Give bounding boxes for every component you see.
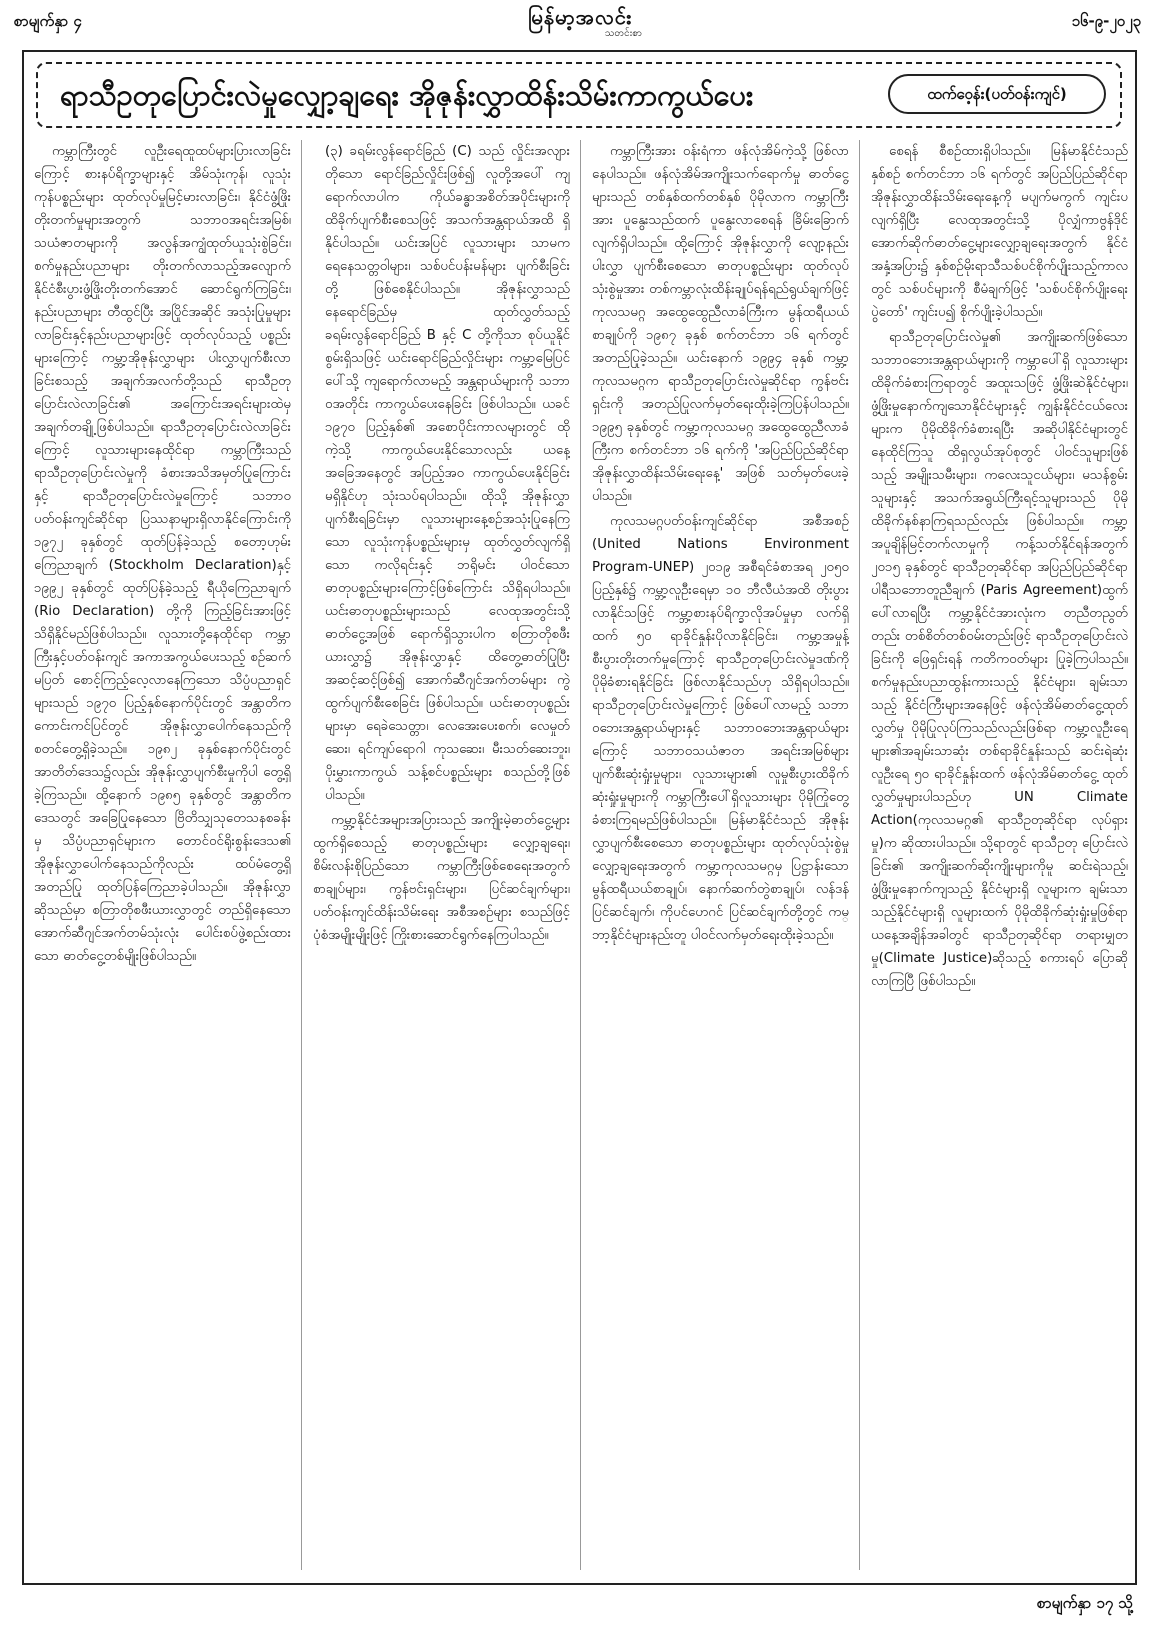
masthead-logo (500, 4, 660, 42)
page-header (0, 0, 1157, 44)
paragraph: ကမ္ဘာကြီးတွင် လူဦးရေထူထပ်များပြားလာခြင်းကြောင့် စားနပ်ရိက္ခာများနှင့် အိမ်သုံးကုန်၊ လူသုံးကုန်ပစ္စည်းများ ထုတ်လုပ်မှုမြင့်မားလာခြင်း၊ နိုင်ငံဖွံ့ဖြိုးတိုးတက်မှုများအတွက် သဘာဝအရင်းအမြစ်၊ သယံဇာတများကို အလွန်အကျွံထုတ်ယူသုံးစွဲခြင်း၊ စက်မှုနည်းပညာများ တိုးတက်လာသည့်အလျောက် နိုင်ငံစီးပွားဖွံ့ဖြိုးတိုးတက်အောင် ဆောင်ရွက်ကြခြင်း၊ နည်းပညာများ တီထွင်ပြီး အပြိုင်အဆိုင် အသုံးပြုမှုများလာခြင်းနှင့်နည်းပညာများဖြင့် ထုတ်လုပ်သည့် ပစ္စည်းများကြောင့် ကမ္ဘာ့အိုဇုန်းလွှာများ ပါးလွှာပျက်စီးလာခြင်းစသည့် အချက်အလက်တို့သည် ရာသီဥတု ပြောင်းလဲလာခြင်း၏ အကြောင်းအရင်းများထဲမှ အချက်တချို့ဖြစ်ပါသည်။ ရာသီဥတုပြောင်းလဲလာခြင်းကြောင့် လူသားများနေထိုင်ရာ ကမ္ဘာကြီးသည် ရာသီဥတုပြောင်းလဲမှုကို ခံစားအသိအမှတ်ပြုကြောင်းနှင့် ရာသီဥတုပြောင်းလဲမှုကြောင့် သဘာဝပတ်ဝန်းကျင်ဆိုင်ရာ ပြဿနာများရှိလာနိုင်ကြောင်းကို ၁၉၇၂ ခုနှစ်တွင် ထုတ်ပြန်ခဲ့သည့် စတော့ဟုမ်းကြေညာချက် (Stockholm Declaration)နှင့် ၁၉၉၂ ခုနှစ်တွင် ထုတ်ပြန်ခဲ့သည့် ရီယိုကြေညာချက် (Rio Declaration) တို့ကို ကြည့်ခြင်းအားဖြင့် သိရှိနိုင်မည်ဖြစ်ပါသည်။ လူသားတို့နေထိုင်ရာ ကမ္ဘာကြီးနှင့်ပတ်ဝန်းကျင် အကာအကွယ်ပေးသည့် စဉ်ဆက်မပြတ် စောင့်ကြည့်လေ့လာနေကြသော သိပ္ပံပညာရှင်များသည် ၁၉၇၀ ပြည့်နှစ်နောက်ပိုင်းတွင် အန္တာတိက ကောင်းကင်ပြင်တွင် အိုဇုန်းလွှာပေါက်နေသည်ကို စတင်တွေ့ရှိခဲ့သည်။ ၁၉၈၂ ခုနှစ်နောက်ပိုင်းတွင် အာတိတ်ဒေသ၌လည်း အိုဇုန်းလွှာပျက်စီးမှုကိုပါ တွေ့ရှိခဲ့ကြသည်။ ထို့နောက် ၁၉၈၅ ခုနှစ်တွင် အန္တာတိကဒေသတွင် အခြေပြုနေသော ဗြိတိသျှသုတေသနစခန်းမှ သိပ္ပံပညာရှင်များက တောင်ဝင်ရိုးစွန်းဒေသ၏ အိုဇုန်းလွှာပေါက်နေသည်ကိုလည်း ထပ်မံတွေ့ရှိ အတည်ပြု ထုတ်ပြန်ကြေညာခဲ့ပါသည်။ အိုဇုန်းလွှာဆိုသည်မှာ စတြာတိုစဖီးယားလွှာတွင် တည်ရှိနေသော အောက်ဆီဂျင်အက်တမ်သုံးလုံး ပေါင်းစပ်ဖွဲ့စည်းထားသော ဓာတ်ငွေ့တစ်မျိုးဖြစ်ပါသည်။ (34, 144, 291, 964)
author-tag: ထက်ဝေ့န်း(ပတ်ဝန်းကျင်) (888, 74, 1106, 114)
paragraph: ကမ္ဘာကြီးအား ဝန်းရံကာ ဖန်လုံအိမ်ကဲ့သို့ ဖြစ်လာနေပါသည်။ ဖန်လုံအိမ်အကျိုးသက်ရောက်မှု ဓာတ်ငွေ့များသည် တစ်နှစ်ထက်တစ်နှစ် ပိုမိုလာက ကမ္ဘာကြီးအား ပူနွေးသည်ထက် ပူနွေးလာစေရန် ခြိမ်းခြောက်လျက်ရှိပါသည်။ ထို့ကြောင့် အိုဇုန်းလွှာကို လျော့နည်းပါးလွှာ ပျက်စီးစေသော ဓာတုပစ္စည်းများ ထုတ်လုပ်သုံးစွဲမှုအား တစ်ကမ္ဘာလုံးထိန်းချုပ်ရန်ရည်ရွယ်ချက်ဖြင့် ကုလသမဂ္ဂ အထွေထွေညီလာခံကြီးက မွန်ထရီယယ်စာချုပ်ကို ၁၉၈၇ ခုနှစ် စက်တင်ဘာ ၁၆ ရက်တွင် အတည်ပြုခဲ့သည်။ ယင်းနောက် ၁၉၉၄ ခုနှစ် ကမ္ဘာ့ကုလသမဂ္ဂက ရာသီဥတုပြောင်းလဲမှုဆိုင်ရာ ကွန်ဗင်းရှင်းကို အတည်ပြုလက်မှတ်ရေးထိုးခဲ့ကြပြန်ပါသည်။ ၁၉၉၅ ခုနှစ်တွင် ကမ္ဘာ့ကုလသမဂ္ဂ အထွေထွေညီလာခံကြီးက စက်တင်ဘာ ၁၆ ရက်ကို 'အပြည်ပြည်ဆိုင်ရာ အိုဇုန်းလွှာထိန်းသိမ်းရေးနေ့' အဖြစ် သတ်မှတ်ပေးခဲ့ပါသည်။ (592, 144, 849, 504)
continued-note: စာမျက်နှာ ၁၇ သို့ (1037, 1594, 1133, 1612)
article-headline: ရာသီဥတုပြောင်းလဲမှုလျှော့ချရေး အိုဇုန်းလွှာထိန်းသိမ်းကာကွယ်ပေး (60, 78, 754, 112)
paragraph: ရာသီဥတုပြောင်းလဲမှု၏ အကျိုးဆက်ဖြစ်သော သဘာဝဘေးအန္တရာယ်များကို ကမ္ဘာပေါ်ရှိ လူသားများ ထိခိုက်ခံစားကြရာတွင် အထူးသဖြင့် ဖွံ့ဖြိုးဆဲနိုင်ငံများ၊ ဖွံ့ဖြိုးမှုနောက်ကျသောနိုင်ငံများနှင့် ကျွန်းနိုင်ငံငယ်လေးများက ပိုမိုထိခိုက်ခံစားရပြီး အဆိုပါနိုင်ငံများတွင် နေထိုင်ကြသူ ထိရှလွယ်အုပ်စုတွင် ပါဝင်သူများဖြစ်သည့် အမျိုးသမီးများ၊ ကလေးသူငယ်များ၊ မသန်စွမ်းသူများနှင့် အသက်အရွယ်ကြီးရင့်သူများသည် ပိုမိုထိခိုက်နစ်နာကြရသည်လည်း ဖြစ်ပါသည်။ ကမ္ဘာ့အပူချိန်မြင့်တက်လာမှုကို ကန့်သတ်နိုင်ရန်အတွက် ၂၀၁၅ ခုနှစ်တွင် ရာသီဥတုဆိုင်ရာ အပြည်ပြည်ဆိုင်ရာ ပါရီသဘောတူညီချက် (Paris Agreement)ထွက်ပေါ်လာရပြီး ကမ္ဘာ့နိုင်ငံအားလုံးက တညီတညွတ်တည်း တစ်စိတ်တစ်ဝမ်းတည်းဖြင့် ရာသီဥတုပြောင်းလဲခြင်းကို ဖြေရှင်းရန် ကတိကဝတ်များ ပြုခဲ့ကြပါသည်။ စက်မှုနည်းပညာထွန်းကားသည့် နိုင်ငံများ၊ ချမ်းသာသည့် နိုင်ငံကြီးများအနေဖြင့် ဖန်လုံအိမ်ဓာတ်ငွေ့ထုတ်လွှတ်မှု ပိုမိုပြုလုပ်ကြသည်လည်းဖြစ်ရာ ကမ္ဘာ့လူဦးရေများ၏အချမ်းသာဆုံး တစ်ရာခိုင်နှုန်းသည် ဆင်းရဲဆုံးလူဦးရေ ၅၀ ရာခိုင်နှုန်းထက် ဖန်လုံအိမ်ဓာတ်ငွေ့ ထုတ်လွှတ်မှုများပါသည်ဟု UN Climate Action(ကုလသမဂ္ဂ၏ ရာသီဥတုဆိုင်ရာ လုပ်ရှားမှု)က ဆိုထားပါသည်။ သို့ရာတွင် ရာသီဥတု ပြောင်းလဲခြင်း၏ အကျိုးဆက်ဆိုးကျိုးများကိုမူ ဆင်းရဲသည့်၊ ဖွံ့ဖြိုးမှုနောက်ကျသည့် နိုင်ငံများရှိ လူများက ချမ်းသာသည့်နိုင်ငံများရှိ လူများထက် ပိုမိုထိခိုက်ဆုံးရှုံးမှုဖြစ်ရာ ယနေ့အချိန်အခါတွင် ရာသီဥတုဆိုင်ရာ တရားမျှတမှု(Climate Justice)ဆိုသည့် စကားရပ် ပြောဆိုလာကြပြီ ဖြစ်ပါသည်။ (871, 330, 1128, 989)
column-4 (871, 140, 1128, 1580)
paragraph: ကုလသမဂ္ဂပတ်ဝန်းကျင်ဆိုင်ရာ အစီအစဉ် (United Nations Environment Program-UNEP) ၂၀၁၉ အစီရင်ခံစာအရ ၂၀၅၀ ပြည့်နှစ်၌ ကမ္ဘာ့လူဦးရေမှာ ၁၀ ဘီလီယံအထိ တိုးပွားလာနိုင်သဖြင့် ကမ္ဘာ့စားနပ်ရိက္ခာလိုအပ်မှုမှာ လက်ရှိထက် ၅၀ ရာခိုင်နှုန်းပိုလာနိုင်ခြင်း၊ ကမ္ဘာ့အမှုန့်စီးပွားတိုးတက်မှုကြောင့် ရာသီဥတုပြောင်းလဲမှုဒဏ်ကို ပိုမိုခံစားရနိုင်ခြင်း ဖြစ်လာနိုင်သည်ဟု သိရှိရပါသည်။ ရာသီဥတုပြောင်းလဲမှုကြောင့် ဖြစ်ပေါ်လာမည့် သဘာဝဘေးအန္တရာယ်များနှင့် သဘာဝဘေးအန္တရာယ်များကြောင့် သဘာဝသယံဇာတ အရင်းအမြစ်များ ပျက်စီးဆုံးရှုံးမှုများ၊ လူသားများ၏ လူမှုစီးပွားထိခိုက်ဆုံးရှုံးမှုများကို ကမ္ဘာကြီးပေါ်ရှိလူသားများ ပိုမိုကြုံတွေ့ ခံစားကြရမည်ဖြစ်ပါသည်။ မြန်မာနိုင်ငံသည် အိုဇုန်းလွှာပျက်စီးစေသော ဓာတုပစ္စည်းများ ထုတ်လုပ်သုံးစွဲမှု လျှော့ချရေးအတွက် ကမ္ဘာ့ကုလသမဂ္ဂမှ ပြဋ္ဌာန်းသော မွန်ထရီယယ်စာချုပ်၊ နောက်ဆက်တွဲစာချုပ်၊ လန်ဒန်ပြင်ဆင်ချက်၊ ကိုပင်ဟေဂင် ပြင်ဆင်ချက်တို့တွင် ကမ္ဘာ့နိုင်ငံများနည်းတူ ပါဝင်လက်မှတ်ရေးထိုးခဲ့သည်။ (592, 514, 849, 943)
column-3 (592, 140, 849, 1580)
column-2 (313, 140, 570, 1580)
masthead-name: မြန်မာ့အလင်း (527, 5, 633, 29)
paragraph: ကမ္ဘာ့နိုင်ငံအများအပြားသည် အကျိုးမဲ့ဓာတ်ငွေ့များ ထွက်ရှိစေသည့် ဓာတုပစ္စည်းများ လျှော့ချရေး၊ စိမ်းလန်းစိုပြည်သော ကမ္ဘာကြီးဖြစ်စေရေးအတွက် စာချုပ်များ၊ ကွန်ဗင်းရှင်းများ၊ ပြင်ဆင်ချက်များ၊ ပတ်ဝန်းကျင်ထိန်းသိမ်းရေး အစီအစဉ်များ စသည်ဖြင့် ပုံစံအမျိုးမျိုးဖြင့် ကြိုးစားဆောင်ရွက်နေကြပါသည်။ (313, 813, 570, 943)
issue-date: ၁၆-၉-၂၀၂၃ (1071, 12, 1141, 30)
paragraph: (၃) ခရမ်းလွန်ရောင်ခြည် (C) သည် လှိုင်းအလျားတိုသော ရောင်ခြည်လှိုင်းဖြစ်၍ လူတို့အပေါ် ကျရောက်လာပါက ကိုယ်ခန္ဓာအစိတ်အပိုင်းများကို ထိခိုက်ပျက်စီးစေသဖြင့် အသက်အန္တရာယ်အထိ ရှိနိုင်ပါသည်။ ယင်းအပြင် လူသားများ သာမက ရေနေသတ္တဝါများ၊ သစ်ပင်ပန်းမန်များ ပျက်စီးခြင်းတို့ ဖြစ်စေနိုင်ပါသည်။ အိုဇုန်းလွှာသည် နေရောင်ခြည်မှ ထုတ်လွှတ်သည့် ခရမ်းလွန်ရောင်ခြည် B နှင့် C တို့ကိုသာ စုပ်ယူနိုင်စွမ်းရှိသဖြင့် ယင်းရောင်ခြည်လှိုင်းများ ကမ္ဘာ့မြေပြင်ပေါ်သို့ ကျရောက်လာမည့် အန္တရာယ်များကို သဘာဝအတိုင်း ကာကွယ်ပေးနေခြင်း ဖြစ်ပါသည်။ ယခင် ၁၉၇၀ ပြည့်နှစ်၏ အစောပိုင်းကာလများတွင် ထိုကဲ့သို့ ကာကွယ်ပေးနိုင်သောလည်း ယနေ့အခြေအနေတွင် အပြည့်အဝ ကာကွယ်ပေးနိုင်ခြင်း မရှိနိုင်ဟု သုံးသပ်ရပါသည်။ ထိုသို့ အိုဇုန်းလွှာပျက်စီးရခြင်းမှာ လူသားများနေ့စဉ်အသုံးပြုနေကြသော လူသုံးကုန်ပစ္စည်းများမှ ထုတ်လွှတ်လျက်ရှိသော ကလိုရင်းနှင့် ဘရိုမင်း ပါဝင်သော ဓာတုပစ္စည်းများကြောင့်ဖြစ်ကြောင်း သိရှိရပါသည်။ ယင်းဓာတုပစ္စည်းများသည် လေထုအတွင်းသို့ ဓာတ်ငွေ့အဖြစ် ရောက်ရှိသွားပါက စတြာတိုစဖီးယားလွှာ၌ အိုဇုန်းလွှာနှင့် ထိတွေ့ဓာတ်ပြုပြီး အဆင့်ဆင့်ဖြစ်၍ အောက်ဆီဂျင်အက်တမ်များ ကွဲထွက်ပျက်စီးစေခြင်း ဖြစ်ပါသည်။ ယင်းဓာတုပစ္စည်းများမှာ ရေခဲသေတ္တာ၊ လေအေးပေးစက်၊ လေမှုတ်ဆေး၊ ရင်ကျပ်ရောဂါ ကုသဆေး၊ မီးသတ်ဆေးဘူး၊ ပိုးမွှားကာကွယ် သန့်စင်ပစ္စည်းများ စသည်တို့ဖြစ်ပါသည်။ (325, 144, 570, 803)
page-number: စာမျက်နှာ ၄ (14, 12, 82, 30)
paragraph: စေရန် စီစဉ်ထားရှိပါသည်။ မြန်မာနိုင်ငံသည် နှစ်စဉ် စက်တင်ဘာ ၁၆ ရက်တွင် အပြည်ပြည်ဆိုင်ရာ အိုဇုန်းလွှာထိန်းသိမ်းရေးနေ့ကို မပျက်မကွက် ကျင်းပလျက်ရှိပြီး လေထုအတွင်းသို့ ပိုလျှံကာဗွန်ဒိုင်အောက်ဆိုက်ဓာတ်ငွေ့များလျှော့ချရေးအတွက် နိုင်ငံအနှံ့အပြား၌ နှစ်စဉ်မိုးရာသီသစ်ပင်စိုက်ပျိုးသည့်ကာလတွင် သစ်ပင်များကို စီမံချက်ဖြင့် 'သစ်ပင်စိုက်ပျိုးရေးပွဲတော်' ကျင်းပ၍ စိုက်ပျိုးခဲ့ပါသည်။ (871, 144, 1128, 320)
article-body (34, 140, 1128, 1580)
column-1 (34, 140, 291, 1580)
masthead-subtitle: သတင်းစာ (604, 28, 642, 39)
